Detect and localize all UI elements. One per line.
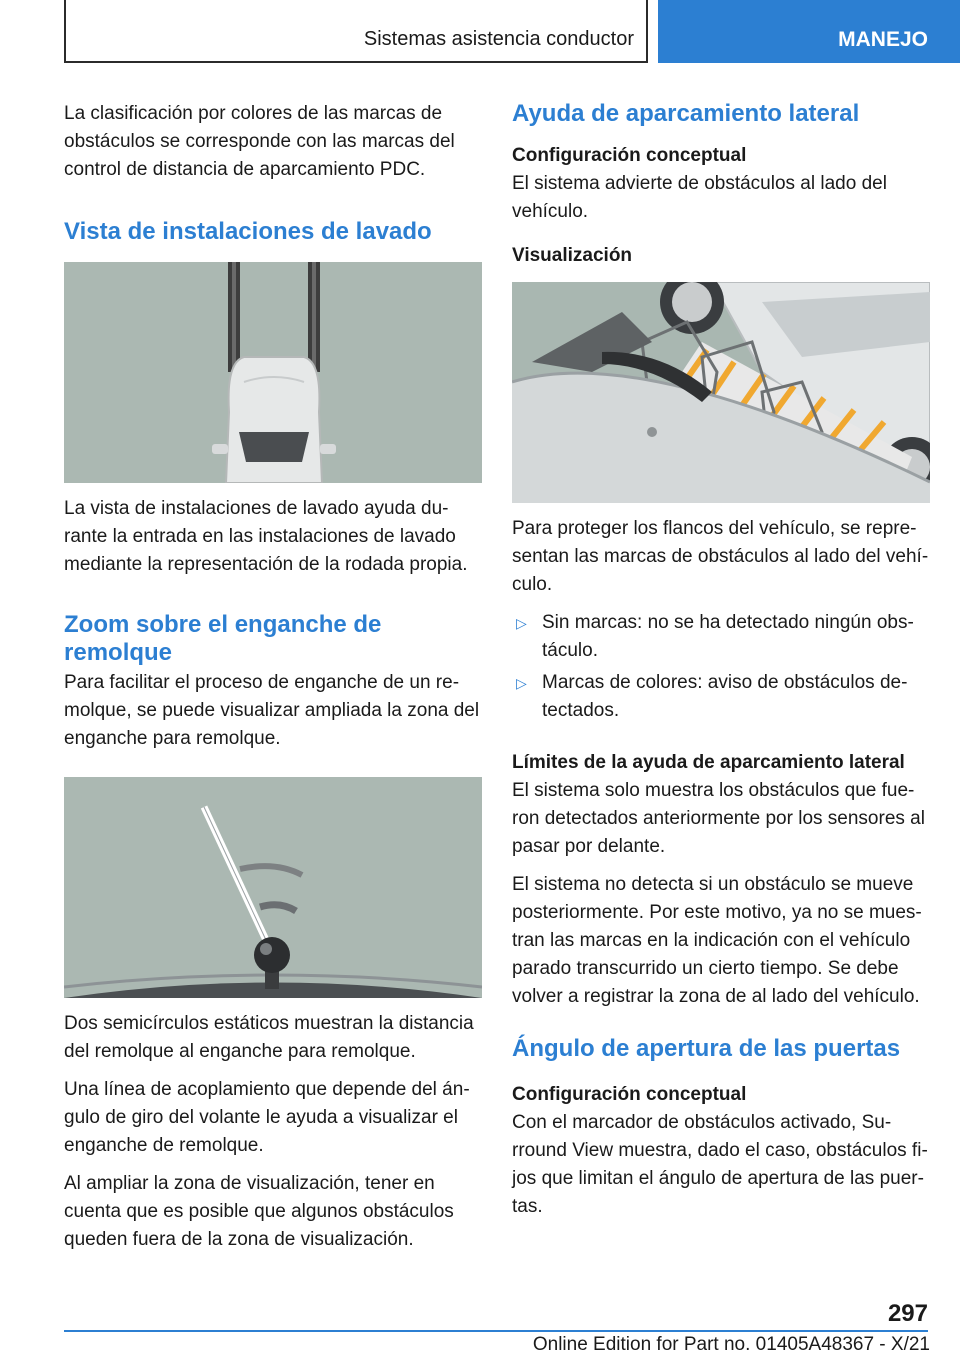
list-item — [512, 669, 930, 725]
list-item-text: Sin marcas: no se ha detectado ningún obstáculo. — [542, 612, 914, 661]
side-parking-figure — [512, 282, 930, 503]
section-label: MANEJO — [838, 28, 928, 51]
page-number: 297 — [887, 1300, 928, 1327]
car-wash-illustration — [64, 262, 482, 483]
door-concept-heading: Configuración conceptual — [512, 1084, 747, 1105]
side-parking-heading: Ayuda de aparcamiento lateral — [512, 100, 860, 127]
chapter-title: Sistemas asistencia conductor — [363, 28, 634, 50]
edition-footer: Online Edition for Part no. 01405A48367 - X/21 — [532, 1334, 930, 1355]
wash-view-text: La vista de instalaciones de lavado ayuda durante la entrada en las instalaciones de lavado mediante la representación de la rodada propia. — [64, 498, 468, 575]
intro-paragraph: La clasificación por colores de las marcas de obstáculos se corresponde con las marcas del control de distancia de aparcamiento PDC. — [64, 103, 455, 180]
display-text: Para proteger los flancos del vehículo, se representan las marcas de obstáculos al lado del vehículo. — [512, 518, 929, 595]
header-section-tab[interactable] — [658, 0, 960, 63]
header-chapter-box — [64, 0, 648, 63]
list-item-text: Marcas de colores: aviso de obstáculos detectados. — [542, 672, 908, 721]
footer-divider — [64, 1330, 928, 1332]
display-heading: Visualización — [512, 245, 633, 266]
wash-view-heading: Vista de instalaciones de lavado — [64, 218, 432, 245]
door-angle-heading: Ángulo de apertura de las puertas — [512, 1035, 901, 1062]
side-obstacle-illustration — [512, 282, 930, 503]
hitch-paragraph-3: Una línea de acoplamiento que depende del ángulo de giro del volante le ayuda a visualizar el enganche de remolque. — [64, 1079, 470, 1156]
bullet-triangle-icon: ▷ — [516, 675, 527, 691]
hitch-paragraph-2: Dos semicírculos estáticos muestran la distancia del remolque al enganche para remolque. — [64, 1013, 474, 1062]
right-column — [512, 100, 930, 1231]
concept-text: El sistema advierte de obstáculos al lado del vehículo. — [512, 173, 887, 222]
concept-heading: Configuración conceptual — [512, 145, 747, 166]
limits-paragraph-2: El sistema no detecta si un obstáculo se mueve posteriormente. Por este motivo, ya no se muestran las marcas en la indicación con el vehículo parado transcurrido un cierto tiempo. Se debe volver a registrar la zona de al lado del vehículo. — [512, 874, 922, 1007]
trailer-hitch-illustration — [64, 777, 482, 998]
hitch-zoom-figure — [64, 777, 482, 998]
door-concept-text: Con el marcador de obstáculos activado, Surround View muestra, dado el caso, obstáculos fijos que limitan el ángulo de apertura de las puertas. — [512, 1112, 928, 1217]
hitch-zoom-text: Para facilitar el proceso de enganche de un remolque, se puede visualizar ampliada la zona del enganche para remolque. — [64, 672, 480, 749]
limits-heading: Límites de la ayuda de aparcamiento lateral — [512, 752, 905, 773]
bullet-triangle-icon: ▷ — [516, 615, 527, 631]
marker-list — [512, 609, 930, 725]
limits-paragraph-1: El sistema solo muestra los obstáculos que fueron detectados anteriormente por los sensores al pasar por delante. — [512, 780, 925, 857]
wash-view-figure — [64, 262, 482, 483]
left-column — [64, 100, 482, 1264]
list-item — [512, 609, 930, 665]
hitch-zoom-heading: Zoom sobre el enganche de remolque — [64, 611, 382, 666]
hitch-paragraph-4: Al ampliar la zona de visualización, tener en cuenta que es posible que algunos obstáculos queden fuera de la zona de visualización. — [64, 1173, 454, 1250]
